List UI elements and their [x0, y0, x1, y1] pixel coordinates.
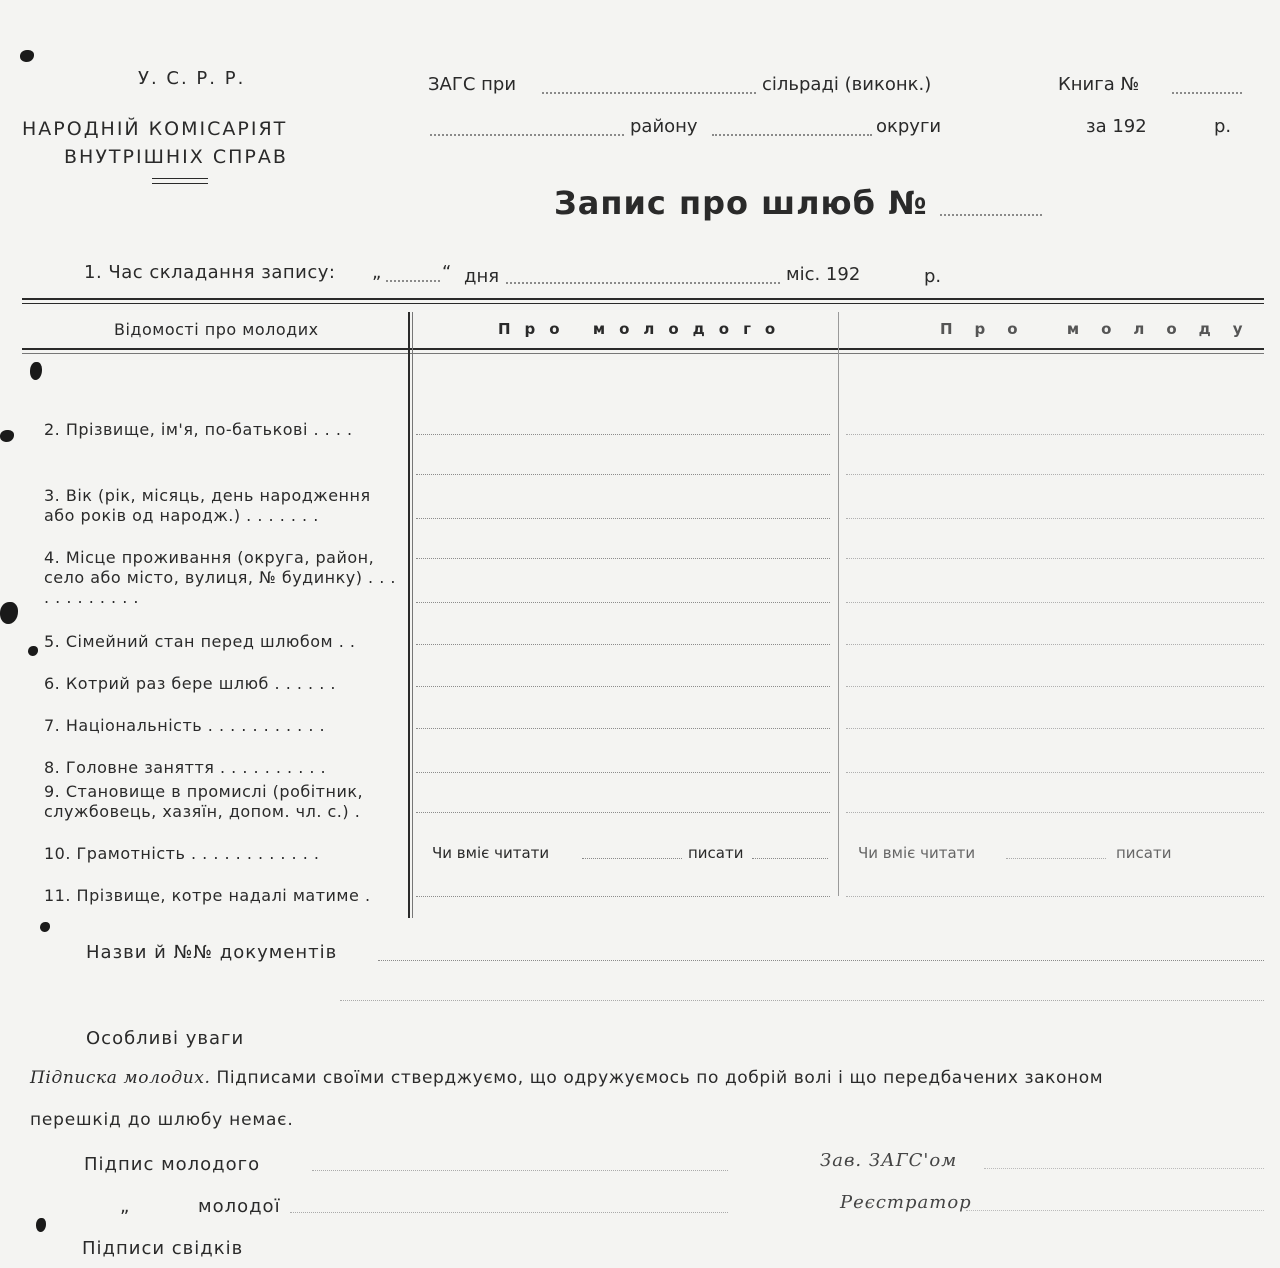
row-label-marital-status: 5. Сімейний стан перед шлюбом . .: [44, 632, 356, 651]
row-label-literacy: 10. Грамотність . . . . . . . . . . . .: [44, 844, 320, 863]
commissariat-line2: ВНУТРІШНІХ СПРАВ: [64, 146, 288, 168]
rayonu-label: району: [630, 116, 698, 137]
zags-pry-field[interactable]: [542, 92, 756, 94]
column-divider-right: [838, 312, 839, 896]
groom-signature-label: Підпис молодого: [84, 1154, 261, 1175]
record-year-suffix: р.: [924, 266, 942, 287]
header-underline-2: [152, 183, 208, 184]
row-label-occupation: 8. Головне заняття . . . . . . . . . .: [44, 758, 327, 777]
table-top-rule: [22, 298, 1264, 300]
row-label-age: 3. Вік (рік, місяць, день народження або років од народж.) . . . . . . .: [44, 486, 371, 525]
column-divider-left: [408, 312, 410, 918]
quote-close: “: [442, 262, 452, 283]
registrar-signature-field[interactable]: [966, 1210, 1264, 1211]
info-column-header: Відомості про молодих: [114, 320, 319, 339]
zags-head-signature-field[interactable]: [984, 1168, 1264, 1169]
groom-read-field[interactable]: [582, 858, 682, 859]
bride-field-line[interactable]: [846, 474, 1264, 475]
rayon-field[interactable]: [430, 134, 624, 136]
groom-column-header: Про молодого: [498, 320, 790, 338]
bride-field-line[interactable]: [846, 686, 1264, 687]
commissariat-line1: НАРОДНІЙ КОМІСАРІЯТ: [22, 118, 288, 140]
year-label: за 192: [1086, 116, 1147, 137]
groom-field-line[interactable]: [416, 558, 830, 559]
binder-hole-mark: [30, 362, 42, 380]
row-label-residence: 4. Місце проживання (округа, район, село або місто, вулиця, № будинку) . . . . . . . . . . . .: [44, 548, 396, 607]
bride-field-line[interactable]: [846, 772, 1264, 773]
groom-field-line[interactable]: [416, 896, 830, 897]
binder-hole-mark: [0, 602, 18, 624]
declaration-text-1: Підписами своїми стверджуємо, що одружуємось по добрій волі і що передбачених законом: [216, 1068, 1104, 1088]
binder-hole-mark: [28, 646, 38, 656]
row-label-nationality: 7. Національність . . . . . . . . . . .: [44, 716, 326, 735]
record-day-field[interactable]: [386, 280, 440, 282]
declaration-line-2: перешкід до шлюбу немає.: [30, 1110, 294, 1130]
witnesses-signature-label: Підписи свідків: [82, 1238, 244, 1259]
groom-field-line[interactable]: [416, 728, 830, 729]
bride-field-line[interactable]: [846, 644, 1264, 645]
groom-field-line[interactable]: [416, 474, 830, 475]
table-header-rule-2: [22, 353, 1264, 354]
record-month-field[interactable]: [506, 282, 780, 284]
usrr-heading: У. С. Р. Р.: [138, 68, 246, 89]
bride-field-line[interactable]: [846, 812, 1264, 813]
groom-write-label: писати: [688, 844, 744, 862]
groom-field-line[interactable]: [416, 644, 830, 645]
zags-head-label: Зав. ЗАГС'ом: [820, 1150, 958, 1171]
registrar-label: Реєстратор: [840, 1192, 972, 1213]
zags-pry-label: ЗАГС при: [428, 74, 517, 95]
documents-field[interactable]: [378, 960, 1264, 961]
ditto-mark: „: [120, 1196, 131, 1217]
bride-column-header: Про молоду: [940, 320, 1265, 338]
groom-signature-field[interactable]: [312, 1170, 728, 1171]
groom-write-field[interactable]: [752, 858, 828, 859]
dnia-label: дня: [464, 266, 500, 287]
bride-field-line[interactable]: [846, 518, 1264, 519]
groom-field-line[interactable]: [416, 812, 830, 813]
binder-hole-mark: [40, 922, 50, 932]
special-notes-label: Особливі уваги: [86, 1028, 245, 1049]
book-number-field[interactable]: [1172, 92, 1242, 94]
record-time-label: 1. Час складання запису:: [84, 262, 336, 283]
documents-field-2[interactable]: [340, 1000, 1264, 1001]
bride-write-label: писати: [1116, 844, 1172, 862]
bride-field-line[interactable]: [846, 896, 1264, 897]
row-label-industry-position: 9. Становище в промислі (робітник, службовець, хазяїн, допом. чл. с.) .: [44, 782, 364, 821]
binder-hole-mark: [20, 50, 34, 62]
book-number-label: Книга №: [1058, 74, 1140, 95]
row-label-surname: 2. Прізвище, ім'я, по-батькові . . . .: [44, 420, 353, 439]
okrugy-label: округи: [876, 116, 942, 137]
groom-field-line[interactable]: [416, 602, 830, 603]
bride-field-line[interactable]: [846, 728, 1264, 729]
header-underline: [152, 178, 208, 179]
table-header-rule: [22, 348, 1264, 350]
documents-label: Назви й №№ документів: [86, 942, 338, 963]
groom-can-read-label: Чи вміє читати: [432, 844, 550, 862]
declaration-lead: Підписка молодих.: [30, 1068, 211, 1088]
groom-field-line[interactable]: [416, 772, 830, 773]
bride-can-read-label: Чи вміє читати: [858, 844, 976, 862]
row-label-marriage-count: 6. Котрий раз бере шлюб . . . . . .: [44, 674, 336, 693]
bride-field-line[interactable]: [846, 434, 1264, 435]
bride-read-field[interactable]: [1006, 858, 1106, 859]
groom-field-line[interactable]: [416, 518, 830, 519]
bride-field-line[interactable]: [846, 558, 1264, 559]
bride-signature-field[interactable]: [290, 1212, 728, 1213]
column-divider-left-2: [412, 312, 413, 918]
declaration-line-1: [30, 1068, 1103, 1088]
bride-field-line[interactable]: [846, 602, 1264, 603]
silradi-label: сільраді (виконк.): [762, 74, 932, 95]
year-suffix: р.: [1214, 116, 1232, 137]
table-top-rule-2: [22, 303, 1264, 304]
binder-hole-mark: [0, 430, 14, 442]
groom-field-line[interactable]: [416, 686, 830, 687]
page-title: Запис про шлюб №: [554, 184, 928, 222]
bride-signature-label: молодої: [198, 1196, 281, 1217]
month-year-label: міс. 192: [786, 264, 861, 285]
okruga-field[interactable]: [712, 134, 872, 136]
row-label-future-surname: 11. Прізвище, котре надалі матиме .: [44, 886, 371, 905]
binder-hole-mark: [36, 1218, 46, 1232]
quote-open: „: [372, 262, 382, 283]
groom-field-line[interactable]: [416, 434, 830, 435]
record-number-field[interactable]: [940, 214, 1042, 216]
